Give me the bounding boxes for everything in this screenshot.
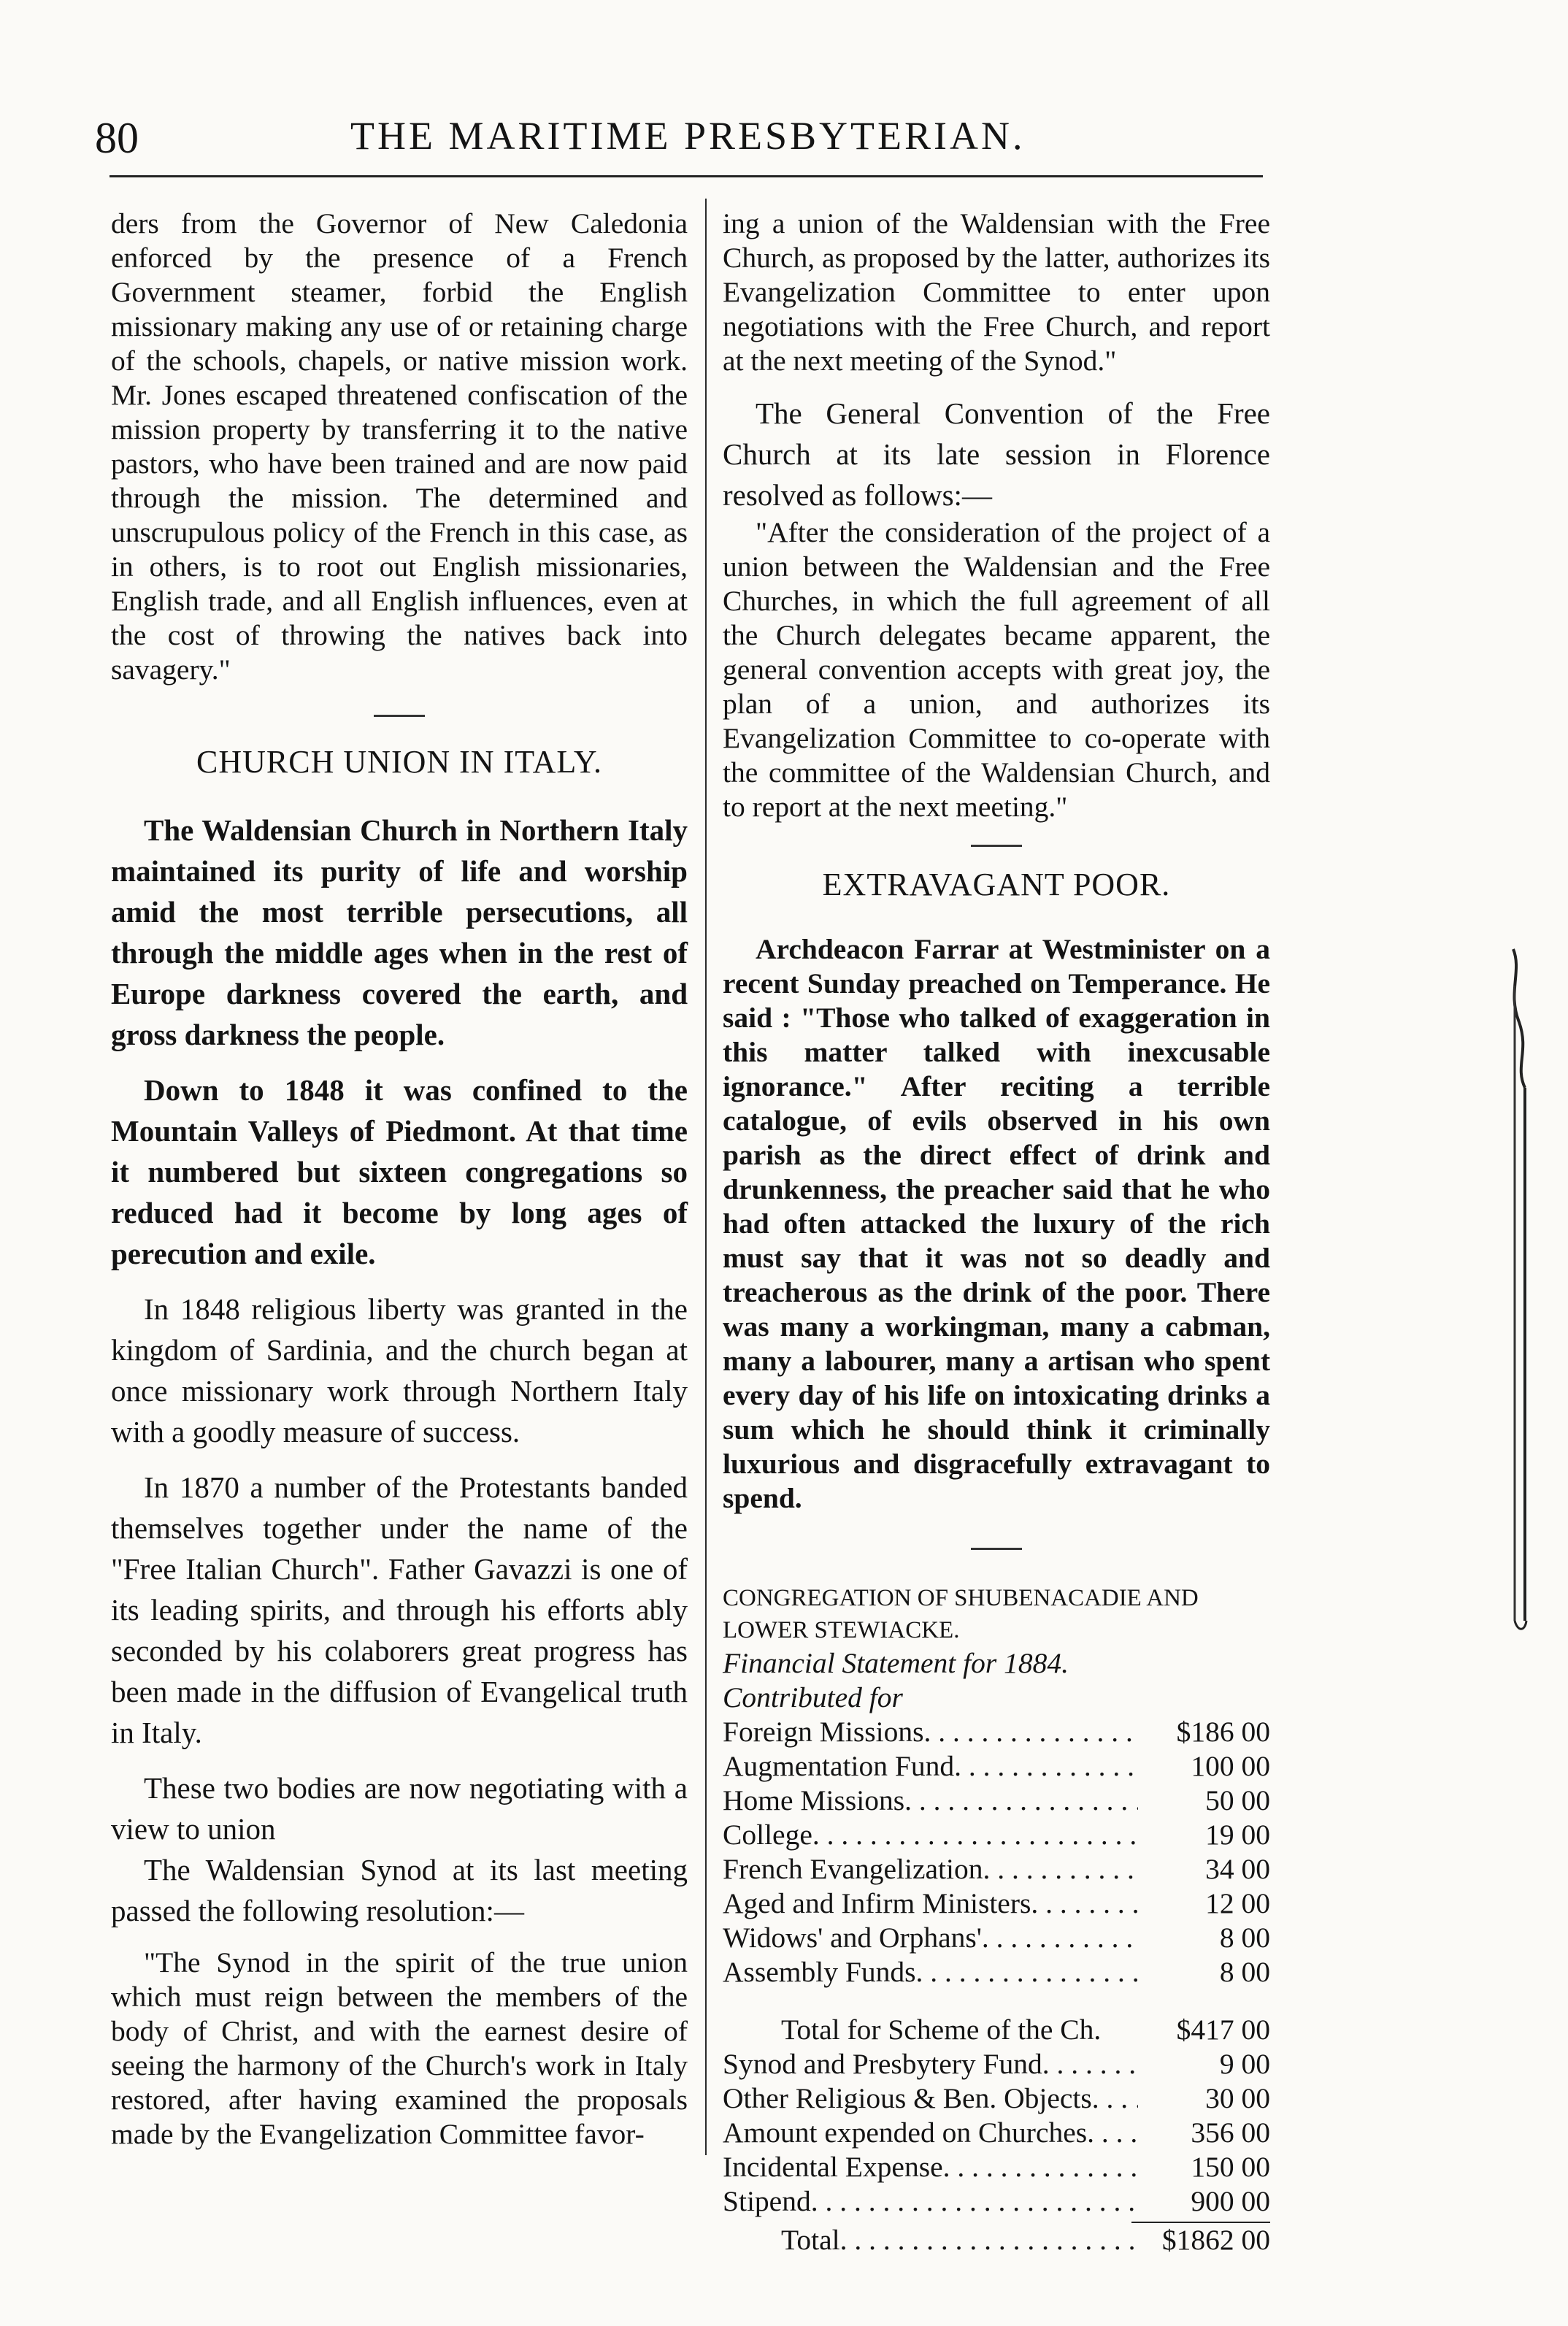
row-label: Aged and Infirm Ministers (723, 1887, 1031, 1919)
section-divider (971, 1548, 1022, 1550)
financial-statement-subtitle: Financial Statement for 1884. (723, 1647, 1069, 1679)
row-amount: 100 00 (1191, 1750, 1270, 1782)
leader-dots (915, 1955, 1138, 1989)
row-label: College (723, 1819, 812, 1851)
row-label: Augmentation Fund (723, 1750, 955, 1782)
grand-total-row (723, 2223, 1270, 2257)
running-title: THE MARITIME PRESBYTERIAN. (350, 114, 1026, 158)
row-label: Synod and Presbytery Fund (723, 2048, 1042, 2080)
paragraph-1848-valleys: Down to 1848 it was confined to the Mountain Valleys of Piedmont. At that time it numbered but sixteen congregations so reduced had it become by long ages of perecution and exile. (111, 1073, 688, 1270)
section-divider (374, 715, 425, 717)
paragraph-synod-resolution: The Waldensian Synod at its last meeting passed the following resolution:— (111, 1853, 688, 1927)
finance-row (723, 2184, 1270, 2219)
finance-row (723, 1784, 1270, 1818)
leader-dots (943, 2150, 1138, 2184)
row-label: Widows' and Orphans' (723, 1922, 982, 1954)
row-amount: 34 00 (1205, 1853, 1270, 1885)
leader-dots (1031, 1886, 1138, 1921)
finance-row (723, 1715, 1270, 1749)
row-label: Total (781, 2224, 840, 2256)
right-column (723, 207, 1270, 2257)
paragraph-negotiating: These two bodies are now negotiating with a view to union (111, 1771, 688, 1846)
row-amount: 900 00 (1191, 2185, 1270, 2217)
finance-row (723, 1921, 1270, 1955)
leader-dots (811, 2184, 1138, 2219)
row-label: Other Religious & Ben. Objects (723, 2082, 1092, 2114)
finance-row (723, 2116, 1270, 2150)
paragraph-extravagant-poor: Archdeacon Farrar at Westminister on a recent Sunday preached on Temperance. He said : "Those who talked of exaggeration in this matter talked with inexcusable ignorance." After reciting a terrible catalogue, of evils observed in his own parish as the direct effect of drink and drunkenness, the preacher said that he who had often attacked the luxury of the rich must say that it was not so deadly and treacherous as the drink of the poor. There was many a workingman, many a cabman, many a labourer, many a artisan who spent every day of his life on intoxicating drinks a sum which he should think it criminally luxurious and disgracefully extravagant to spend. (723, 933, 1270, 1514)
row-amount: 9 00 (1219, 2048, 1270, 2080)
paragraph-religious-liberty: In 1848 religious liberty was granted in the kingdom of Sardinia, and the church began at once missionary work through Northern Italy with a goodly measure of success. (111, 1292, 688, 1448)
leader-dots (1042, 2047, 1138, 2081)
scheme-total-row (723, 2013, 1270, 2047)
row-amount: 12 00 (1205, 1887, 1270, 1919)
finance-row (723, 2047, 1270, 2081)
congregation-title-line1: CONGREGATION OF SHUBENACADIE AND (723, 1585, 1199, 1611)
finance-row (723, 2081, 1270, 2116)
leader-dots (954, 1749, 1138, 1784)
page-number: 80 (95, 114, 139, 162)
paragraph-general-convention: The General Convention of the Free Church at its late session in Florence resolved as follows:— (723, 396, 1270, 512)
finance-row (723, 2150, 1270, 2184)
section-title-extravagant-poor: EXTRAVAGANT POOR. (822, 867, 1171, 902)
row-amount: 19 00 (1205, 1819, 1270, 1851)
row-label: Assembly Funds (723, 1956, 916, 1988)
leader-dots (840, 2223, 1138, 2257)
leader-dots (1087, 2116, 1138, 2150)
row-amount: $417 00 (1176, 2014, 1270, 2046)
finance-row (723, 1886, 1270, 1921)
leader-dots (1092, 2081, 1138, 2116)
paragraph-convention-quote: "After the consideration of the project of a union between the Waldensian and the Free Churches, in which the full agreement of all the Church delegates became apparent, the general convention accepts with great joy, the plan of a union, and authorizes its Evangelization Committee to co-operate with the committee of the Waldensian Church, and to report at the next meeting." (723, 516, 1270, 823)
leader-dots (812, 1818, 1138, 1852)
row-amount: 356 00 (1191, 2116, 1270, 2149)
row-amount: $1862 00 (1161, 2224, 1270, 2256)
finance-row (723, 1749, 1270, 1784)
paragraph-synod-quote: "The Synod in the spirit of the true union which must reign between the members of the body of Christ, and with the earnest desire of seeing the harmony of the Church's work in Italy restored, after having examined the proposals made by the Evangelization Committee favor- (111, 1946, 688, 2150)
left-column (111, 207, 688, 2152)
row-amount: 8 00 (1219, 1956, 1270, 1988)
header-rule (109, 175, 1263, 177)
row-amount: 50 00 (1205, 1784, 1270, 1816)
row-label: Incidental Expense (723, 2151, 943, 2183)
column-rule (705, 199, 707, 2155)
finance-row (723, 1955, 1270, 1989)
row-label: Stipend (723, 2185, 811, 2217)
row-label: Foreign Missions (723, 1716, 924, 1748)
section-divider (971, 845, 1022, 847)
section-title-church-union: CHURCH UNION IN ITALY. (196, 744, 602, 780)
paragraph-free-italian-church: In 1870 a number of the Protestants banded themselves together under the name of the "Free Italian Church". Father Gavazzi is one of its leading spirits, and through his efforts ably seconded by his colaborers great progress has been made in the diffusion of Evangelical truth in Italy. (111, 1470, 688, 1749)
row-label: Home Missions (723, 1784, 905, 1816)
row-label: Amount expended on Churches (723, 2116, 1088, 2149)
right-continuation-paragraph: ing a union of the Waldensian with the Free Church, as proposed by the latter, authorizes its Evangelization Committee to enter upon negotiations with the Free Church, and report at the next meeting of the Synod." (723, 207, 1270, 377)
paragraph-waldensian: The Waldensian Church in Northern Italy maintained its purity of life and worship amid the most terrible persecutions, all through the middle ages when in the rest of Europe darkness covered the earth, and gross darkness the people. (111, 813, 688, 1051)
left-continuation-paragraph: ders from the Governor of New Caledonia enforced by the presence of a French Government steamer, forbid the English missionary making any use of or retaining charge of the schools, chapels, or native mission work. Mr. Jones escaped threatened confiscation of the mission property by transferring it to the native pastors, who have been trained and are now paid through the mission. The determined and unscrupulous policy of the French in this case, as in others, is to root out English missionaries, English trade, and all English influences, even at the cost of throwing the natives back into savagery." (111, 207, 688, 686)
leader-dots (923, 1715, 1138, 1749)
finance-row (723, 1818, 1270, 1852)
row-amount: $186 00 (1176, 1716, 1270, 1748)
row-amount: 30 00 (1205, 2082, 1270, 2114)
row-amount: 150 00 (1191, 2151, 1270, 2183)
contributed-for-label: Contributed for (723, 1681, 903, 1713)
finance-row (723, 1852, 1270, 1886)
row-amount: 8 00 (1219, 1922, 1270, 1954)
congregation-title-line2: LOWER STEWIACKE. (723, 1617, 960, 1643)
financial-statement (723, 1582, 1270, 2257)
row-label: French Evangelization (723, 1853, 983, 1885)
margin-bracket-mark (1500, 942, 1544, 1635)
row-label: Total for Scheme of the Ch. (781, 2014, 1102, 2046)
leader-dots (904, 1784, 1138, 1818)
leader-dots (982, 1921, 1138, 1955)
leader-dots (983, 1852, 1138, 1886)
